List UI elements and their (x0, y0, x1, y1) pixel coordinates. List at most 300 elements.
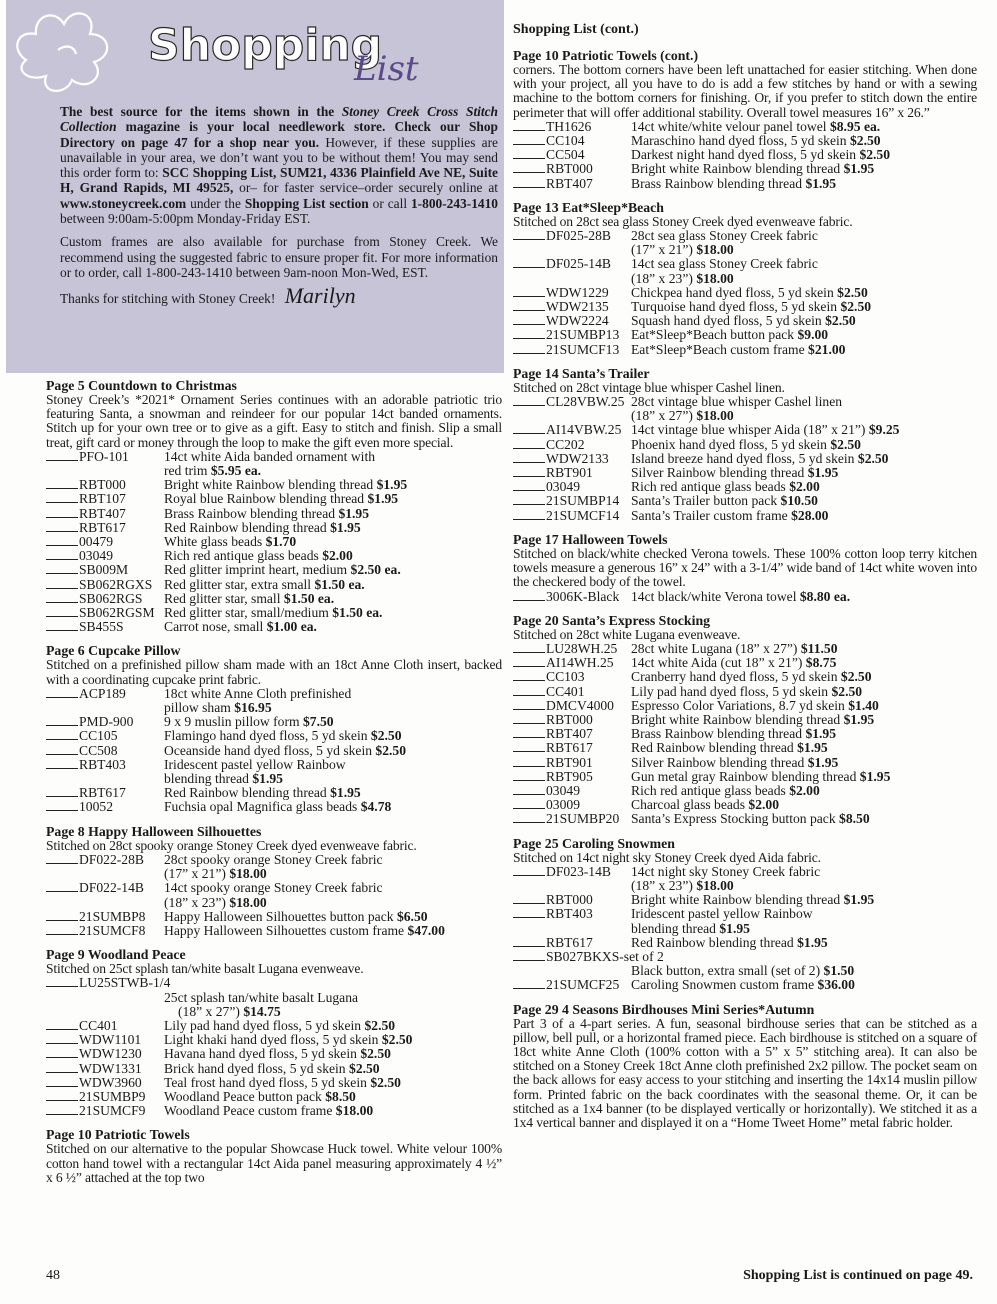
item-description (631, 177, 977, 191)
item-description-text: Caroling Snowmen custom frame (631, 977, 815, 993)
item-description-text: Charcoal glass beads (631, 797, 746, 813)
item-code-text: 03009 (546, 797, 580, 813)
order-line-item (513, 120, 977, 134)
item-code (513, 438, 631, 452)
item-code (513, 590, 631, 604)
item-description-continued (46, 867, 502, 881)
item-code (513, 162, 631, 176)
item-code (513, 120, 631, 134)
order-line-item (513, 670, 977, 684)
quantity-blank[interactable] (46, 910, 78, 921)
item-description-text: 14ct sea glass Stoney Creek fabric (631, 256, 818, 272)
item-description (631, 798, 977, 812)
quantity-blank[interactable] (513, 452, 545, 463)
item-description-text: Woodland Peace button pack (164, 1088, 322, 1104)
quantity-blank[interactable] (513, 978, 545, 989)
item-description (164, 744, 502, 758)
item-sub-text: red trim (164, 463, 208, 479)
product-section (513, 200, 977, 357)
item-description-text: Chickpea hand dyed floss, 5 yd skein (631, 284, 834, 300)
item-description-text: Squash hand dyed floss, 5 yd skein (631, 313, 822, 329)
item-description (631, 812, 977, 826)
product-section (513, 1002, 977, 1131)
quantity-blank[interactable] (513, 314, 545, 325)
item-code (46, 535, 164, 549)
quantity-blank[interactable] (46, 592, 78, 603)
item-price: $2.00 (748, 797, 780, 813)
item-description (164, 1104, 502, 1118)
item-description-continued (46, 464, 502, 478)
quantity-blank[interactable] (513, 907, 545, 918)
item-code-text: SB062RGS (79, 590, 143, 606)
section-title: Page 5 Countdown to Christmas (46, 378, 237, 393)
header-paragraph-1: The best source for the items shown in the Stoney Creek Cross Stitch Collection magazine is your local needlework store. Check our Shop Directory on page 47 for a shop near you. However, if these supplies are unavailable in your area, we don’t want you to be without them! You may send this order form to: SCC Shopping List, SUM21, 4336 Plainfield Ave NE, Suite H, Grand Rapids, MI 49525, or– for faster service–order securely online at www.stoneycreek.com under the Shopping List section or call 1-800-243-1410 between 9:00am-5:00pm Monday-Friday EST. (60, 104, 498, 227)
item-description (164, 450, 502, 464)
order-line-item (46, 592, 502, 606)
item-description (164, 535, 502, 549)
item-description (631, 893, 977, 907)
quantity-blank[interactable] (46, 924, 78, 935)
item-description (631, 784, 977, 798)
quantity-blank[interactable] (46, 758, 78, 769)
item-description (164, 853, 502, 867)
quantity-blank[interactable] (46, 1047, 78, 1058)
item-code (513, 756, 631, 770)
item-description-text: Woodland Peace custom frame (164, 1103, 333, 1119)
right-sections (513, 48, 977, 1130)
item-description (164, 910, 502, 924)
order-line-item (46, 521, 502, 535)
item-description (164, 758, 502, 772)
item-code (46, 1076, 164, 1090)
order-line-item (513, 162, 977, 176)
item-code (513, 950, 664, 964)
item-code-text: DMCV4000 (546, 697, 614, 713)
item-description-text: Havana hand dyed floss, 5 yd skein (164, 1046, 357, 1062)
product-section (46, 947, 502, 1118)
item-description (164, 1076, 502, 1090)
section-description: Stitched on our alternative to the popular Showcase Huck towel. White velour 100% cotton hand towel with a rectangular 14ct Aida panel measuring approximately 4 ½” x 6 ½” attached at the top two (46, 1141, 502, 1185)
item-description-text: Darkest night hand dyed floss, 5 yd skein (631, 147, 857, 163)
item-code-text: RBT403 (79, 756, 126, 772)
item-description-continued (46, 991, 502, 1005)
quantity-blank[interactable] (513, 438, 545, 449)
order-line-item (46, 563, 502, 577)
order-line-item (513, 452, 977, 466)
quantity-blank[interactable] (46, 606, 78, 617)
section-description: Stoney Creek’s *2021* Ornament Series continues with an adorable patriotic trio featuring Santa, a snowman and reindeer for our popular 14ct banded ornaments. Stitch up for your own tree or to give as a gift. Easy to stitch and finish. Slip a small treat, gift card or money through the loop to make the gift even more special. (46, 392, 502, 450)
item-description-text: Eat*Sleep*Beach button pack (631, 327, 795, 343)
item-description-text: Teal frost hand dyed floss, 5 yd skein (164, 1074, 367, 1090)
quantity-blank[interactable] (46, 976, 78, 987)
item-description (164, 507, 502, 521)
item-description-text: Bright white Rainbow blending thread (631, 161, 841, 177)
item-description-text: Silver Rainbow blending thread (631, 754, 805, 770)
item-code (46, 1033, 164, 1047)
quantity-blank[interactable] (513, 656, 545, 667)
item-description-text: Royal blue Rainbow blending thread (164, 491, 365, 507)
quantity-blank[interactable] (46, 549, 78, 560)
item-code-text: LU28WH.25 (546, 640, 618, 656)
item-code-text: RBT403 (546, 906, 593, 922)
item-code-text: RBT000 (546, 161, 593, 177)
item-description (631, 480, 977, 494)
quantity-blank[interactable] (513, 177, 545, 188)
product-section (513, 532, 977, 604)
section-title: Page 9 Woodland Peace (46, 947, 186, 963)
item-price: $1.50 ea. (283, 590, 335, 606)
item-code (46, 549, 164, 563)
right-column (513, 22, 977, 1139)
item-code (513, 907, 631, 921)
quantity-blank[interactable] (513, 950, 545, 961)
item-code (46, 492, 164, 506)
item-code (513, 494, 631, 508)
item-code-text: PMD-900 (79, 714, 134, 730)
item-description (631, 343, 977, 357)
quantity-blank[interactable] (46, 687, 78, 698)
quantity-blank[interactable] (513, 865, 545, 876)
flower-outline-icon (17, 13, 107, 90)
item-code (513, 466, 631, 480)
logo-script: List (354, 49, 419, 89)
quantity-blank[interactable] (46, 1076, 78, 1087)
quantity-blank[interactable] (513, 162, 545, 173)
quantity-blank[interactable] (513, 699, 545, 710)
quantity-blank[interactable] (513, 770, 545, 781)
item-description (631, 162, 977, 176)
item-code-text: 21SUMCF14 (546, 507, 620, 523)
quantity-blank[interactable] (46, 492, 78, 503)
item-code (46, 786, 164, 800)
item-price: $1.95 (338, 505, 370, 521)
item-code-text: LU25STWB-1/4 (79, 975, 171, 991)
item-code (513, 177, 631, 191)
order-line-item (46, 910, 502, 924)
quantity-blank[interactable] (46, 450, 78, 461)
order-line-item (46, 549, 502, 563)
item-description-text: Eat*Sleep*Beach custom frame (631, 341, 805, 357)
order-line-item (513, 865, 977, 879)
item-code-text: CC202 (546, 436, 585, 452)
quantity-blank[interactable] (513, 812, 545, 823)
quantity-blank[interactable] (46, 535, 78, 546)
item-description-text: Red glitter star, small/medium (164, 605, 329, 621)
quantity-blank[interactable] (513, 590, 545, 601)
item-description-text: White glass beads (164, 534, 263, 550)
order-line-item (513, 395, 977, 409)
shopping-list-logo (6, 0, 504, 100)
item-description-text: Carrot nose, small (164, 619, 264, 635)
item-code-text: RBT000 (546, 892, 593, 908)
item-price: $7.50 (302, 714, 334, 730)
quantity-blank[interactable] (513, 713, 545, 724)
item-description (631, 685, 977, 699)
item-description (164, 492, 502, 506)
item-code-text: CL28VBW.25 (546, 394, 625, 410)
item-price: $18.00 (229, 894, 267, 910)
item-price: $2.50 (375, 742, 407, 758)
item-price: $2.50 (840, 669, 872, 685)
item-description (164, 606, 502, 620)
item-price: $2.50 (381, 1032, 413, 1048)
item-description-text: Red Rainbow blending thread (164, 519, 327, 535)
quantity-blank[interactable] (46, 729, 78, 740)
quantity-blank[interactable] (513, 328, 545, 339)
quantity-blank[interactable] (513, 670, 545, 681)
item-price: $18.00 (696, 408, 734, 424)
item-description-text: Red Rainbow blending thread (164, 785, 327, 801)
item-code-text: CC105 (79, 728, 118, 744)
quantity-blank[interactable] (513, 509, 545, 520)
quantity-blank[interactable] (513, 936, 545, 947)
product-section (513, 48, 977, 191)
item-code-text: WDW2133 (546, 450, 609, 466)
quantity-blank[interactable] (513, 134, 545, 145)
quantity-blank[interactable] (513, 229, 545, 240)
section-description: Stitched on 28ct sea glass Stoney Creek dyed evenweave fabric. (513, 213, 853, 229)
item-code-text: RBT617 (546, 740, 593, 756)
signature: Marilyn (284, 283, 356, 309)
item-code-text: WDW1101 (79, 1032, 142, 1048)
item-description (164, 549, 502, 563)
item-price: $2.00 (322, 548, 353, 564)
item-description-text: 18ct white Anne Cloth prefinished (164, 685, 352, 701)
item-description (631, 770, 977, 784)
item-code (46, 521, 164, 535)
item-price: $14.75 (243, 1003, 281, 1019)
product-section (46, 643, 502, 814)
section-title: Page 10 Patriotic Towels (46, 1127, 190, 1143)
item-description-text: Bright white Rainbow blending thread (164, 477, 374, 493)
item-price: $1.95 (843, 892, 875, 908)
item-description (164, 687, 502, 701)
quantity-blank[interactable] (46, 578, 78, 589)
item-code-text: 21SUMBP8 (79, 908, 146, 924)
item-code (46, 924, 164, 938)
item-description (631, 257, 977, 271)
item-description-text: Cranberry hand dyed floss, 5 yd skein (631, 669, 838, 685)
item-description (164, 1062, 502, 1076)
section-description: Stitched on black/white checked Verona towels. These 100% cotton loop terry kitchen towels measure a generous 16” x 24” with a 3-1/4” wide band of 14ct white woven into the checkered body of the towel. (513, 545, 977, 590)
quantity-blank[interactable] (513, 756, 545, 767)
item-code (513, 395, 631, 409)
item-sub-text: Black button, extra small (set of 2) (631, 963, 821, 979)
item-description-text: Red glitter star, extra small (164, 576, 312, 592)
order-line-item (513, 343, 977, 357)
item-code (46, 578, 164, 592)
section-title: Page 29 4 Seasons Birdhouses Mini Series*Autumn (513, 1001, 815, 1017)
item-code-text: SB027BKXS-set of 2 (546, 948, 664, 964)
item-code (46, 800, 164, 814)
item-price: $2.00 (789, 782, 820, 798)
item-code (513, 257, 631, 271)
order-line-item (46, 924, 502, 938)
shopping-list-header-box (6, 0, 504, 373)
item-code-text: AI14WH.25 (546, 655, 614, 671)
item-code (513, 229, 631, 243)
item-description (631, 656, 977, 670)
order-line-item (46, 478, 502, 492)
quantity-blank[interactable] (513, 466, 545, 477)
item-description-text: Brass Rainbow blending thread (631, 726, 803, 742)
quantity-blank[interactable] (46, 563, 78, 574)
item-code (513, 509, 631, 523)
item-description-text: Maraschino hand dyed floss, 5 yd skein (631, 133, 847, 149)
item-description (164, 729, 502, 743)
item-description (164, 478, 502, 492)
logo-title: Shopping (148, 20, 383, 71)
item-description-text: Flamingo hand dyed floss, 5 yd skein (164, 728, 368, 744)
item-description (631, 907, 977, 921)
item-code (46, 715, 164, 729)
item-code (513, 978, 631, 992)
quantity-blank[interactable] (513, 257, 545, 268)
quantity-blank[interactable] (513, 148, 545, 159)
item-code-text: CC401 (79, 1017, 118, 1033)
item-code-text: AI14VBW.25 (546, 422, 622, 438)
quantity-blank[interactable] (46, 507, 78, 518)
quantity-blank[interactable] (46, 1019, 78, 1030)
item-price: $10.50 (780, 493, 818, 509)
item-description (164, 1090, 502, 1104)
item-description-text: Oceanside hand dyed floss, 5 yd skein (164, 742, 373, 758)
order-line-item (46, 687, 502, 701)
quantity-blank[interactable] (513, 286, 545, 297)
quantity-blank[interactable] (513, 423, 545, 434)
item-description (164, 800, 502, 814)
item-description-text: Brass Rainbow blending thread (164, 505, 336, 521)
order-line-item (513, 798, 977, 812)
item-description (631, 438, 977, 452)
item-description (631, 590, 977, 604)
item-code-text: DF025-14B (546, 256, 611, 272)
item-sub-text: (17” x 21”) (631, 242, 693, 258)
item-description-text: Silver Rainbow blending thread (631, 465, 805, 481)
quantity-blank[interactable] (513, 494, 545, 505)
item-description (631, 670, 977, 684)
item-code-text: PFO-101 (79, 448, 129, 464)
item-price: $2.50 ea. (350, 562, 401, 578)
page-number: 48 (46, 1268, 60, 1283)
quantity-blank[interactable] (513, 395, 545, 406)
quantity-blank[interactable] (513, 120, 545, 131)
item-description (164, 563, 502, 577)
item-description-continued (46, 1005, 502, 1019)
item-code-text: 21SUMCF8 (79, 922, 146, 938)
item-code (46, 687, 164, 701)
quantity-blank[interactable] (513, 685, 545, 696)
product-section (46, 824, 502, 938)
item-code-text: WDW1331 (79, 1060, 142, 1076)
quantity-blank[interactable] (513, 300, 545, 311)
item-code-text: DF023-14B (546, 863, 611, 879)
quantity-blank[interactable] (513, 727, 545, 738)
item-price: $1.50 ea. (314, 576, 365, 592)
item-price: $18.00 (229, 866, 267, 882)
item-description-text: 28ct vintage blue whisper Cashel linen (631, 394, 843, 410)
item-code (46, 1019, 164, 1033)
quantity-blank[interactable] (513, 798, 545, 809)
item-price: $1.50 ea. (332, 605, 383, 621)
item-price: $1.95 (807, 465, 839, 481)
item-description-text: Brick hand dyed floss, 5 yd skein (164, 1060, 346, 1076)
quantity-blank[interactable] (513, 893, 545, 904)
quantity-blank[interactable] (46, 881, 78, 892)
item-description (631, 229, 977, 243)
order-line-item (513, 257, 977, 271)
item-code (513, 656, 631, 670)
order-line-item (513, 134, 977, 148)
quantity-blank[interactable] (513, 343, 545, 354)
header-intro-text (60, 104, 498, 315)
item-code (513, 423, 631, 437)
item-description (631, 936, 977, 950)
quantity-blank[interactable] (513, 784, 545, 795)
quantity-blank[interactable] (46, 786, 78, 797)
item-description (164, 592, 502, 606)
quantity-blank[interactable] (513, 642, 545, 653)
header-paragraph-3: Thanks for stitching with Stoney Creek! Marilyn (60, 283, 356, 309)
quantity-blank[interactable] (46, 478, 78, 489)
item-code-text: RBT617 (79, 785, 126, 801)
item-price: $2.50 (364, 1017, 396, 1033)
section-description: Stitched on 28ct white Lugana evenweave. (513, 626, 741, 642)
quantity-blank[interactable] (46, 853, 78, 864)
item-description (164, 881, 502, 895)
quantity-blank[interactable] (46, 1090, 78, 1101)
order-line-item (46, 729, 502, 743)
item-description-continued (513, 243, 977, 257)
quantity-blank[interactable] (46, 1033, 78, 1044)
order-line-item (513, 466, 977, 480)
item-description (631, 727, 977, 741)
section-description: Stitched on 28ct spooky orange Stoney Creek dyed evenweave fabric. (46, 837, 417, 853)
item-code (46, 606, 164, 620)
item-price: $8.50 (839, 811, 870, 827)
quantity-blank[interactable] (46, 800, 78, 811)
section-description: Stitched on 14ct night sky Stoney Creek dyed Aida fabric. (513, 849, 821, 865)
quantity-blank[interactable] (46, 744, 78, 755)
order-line-item (513, 741, 977, 755)
item-description (631, 756, 977, 770)
item-code (46, 1062, 164, 1076)
item-price: $2.50 (370, 728, 402, 744)
quantity-blank[interactable] (46, 1104, 78, 1115)
quantity-blank[interactable] (513, 480, 545, 491)
item-code-text: ACP189 (79, 685, 126, 701)
item-price: $2.50 (831, 683, 863, 699)
quantity-blank[interactable] (513, 741, 545, 752)
item-code-text: RBT901 (546, 754, 593, 770)
item-description-text: Happy Halloween Silhouettes custom frame (164, 922, 405, 938)
item-description-text: Santa’s Express Stocking button pack (631, 811, 836, 827)
quantity-blank[interactable] (46, 521, 78, 532)
item-description (164, 1019, 502, 1033)
item-code (46, 976, 170, 990)
quantity-blank[interactable] (46, 715, 78, 726)
item-description-text: Red glitter star, small (164, 590, 281, 606)
quantity-blank[interactable] (46, 1062, 78, 1073)
item-description-text: 28ct spooky orange Stoney Creek fabric (164, 851, 383, 867)
item-description-text: Santa’s Trailer button pack (631, 493, 778, 509)
item-description (631, 120, 977, 134)
quantity-blank[interactable] (46, 620, 78, 631)
item-description-text: Happy Halloween Silhouettes button pack (164, 908, 394, 924)
item-price: $2.50 (360, 1046, 391, 1062)
item-price: $2.50 (849, 133, 881, 149)
item-description (631, 300, 977, 314)
